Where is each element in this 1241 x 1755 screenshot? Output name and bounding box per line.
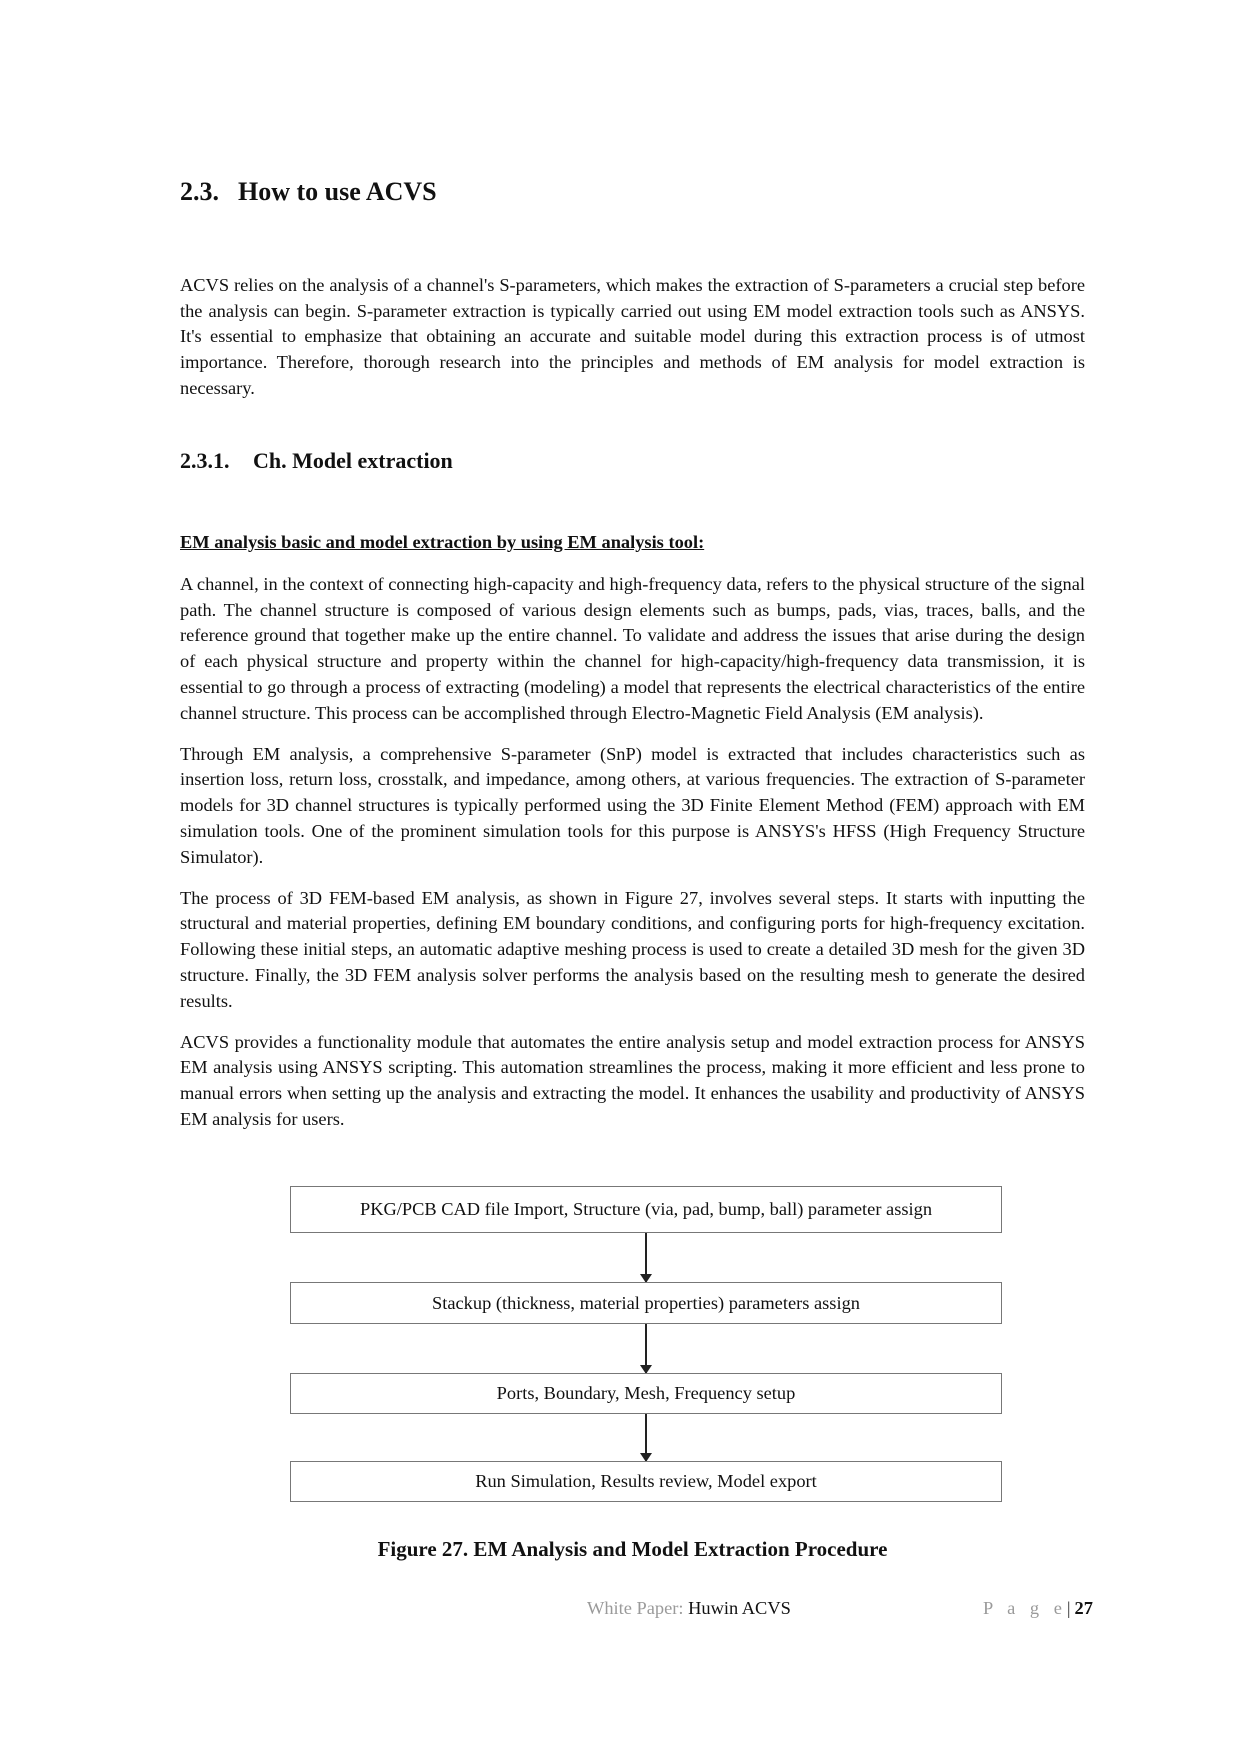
flowchart	[290, 1186, 1002, 1506]
paragraph-channel: A channel, in the context of connecting high-capacity and high-frequency data, refers to the physical structure of the signal path. The channel structure is composed of various design elements such as bumps, pads, vias, traces, balls, and the reference ground that together make up the entire channel. To validate and address the issues that arise during the design of each physical structure and property within the channel for high-capacity/high-frequency data transmission, it is essential to go through a process of extracting (modeling) a model that represents the electrical characteristics of the entire channel structure. This process can be accomplished through Electro-Magnetic Field Analysis (EM analysis).	[180, 574, 1085, 723]
paragraph-acvs-automation: ACVS provides a functionality module that automates the entire analysis setup and model extraction process for ANSYS EM analysis using ANSYS scripting. This automation streamlines the process, making it more efficient and less prone to manual errors when setting up the analysis and extracting the model. It enhances the usability and productivity of ANSYS EM analysis for users.	[180, 1031, 1085, 1129]
flow-step-label: PKG/PCB CAD file Import, Structure (via, pad, bump, ball) parameter assign	[359, 1199, 933, 1219]
section-number: 2.3.	[180, 177, 219, 206]
flow-step-setup	[290, 1373, 1002, 1414]
section-title: How to use ACVS	[238, 177, 437, 206]
flow-arrow-down-icon	[645, 1233, 647, 1282]
paragraph-fem-process: The process of 3D FEM-based EM analysis, as shown in Figure 27, involves several steps. It starts with inputting the structural and material properties, defining EM boundary conditions, and configuring ports for high-frequency excitation. Following these initial steps, an automatic adaptive meshing process is used to create a detailed 3D mesh for the given 3D structure. Finally, the 3D FEM analysis solver performs the analysis based on the resulting mesh to generate the desired results.	[180, 887, 1085, 1011]
flow-arrow-down-icon	[645, 1414, 647, 1461]
subsection-title: Ch. Model extraction	[253, 448, 453, 473]
subsection-number: 2.3.1.	[180, 448, 230, 473]
footer-page	[983, 1596, 1093, 1620]
body-paragraphs	[180, 572, 1085, 1148]
footer-page-label: P a g e	[983, 1598, 1067, 1618]
footer-label: White Paper:	[587, 1598, 684, 1618]
flow-step-label: Ports, Boundary, Mesh, Frequency setup	[496, 1383, 796, 1403]
figure-caption: Figure 27. EM Analysis and Model Extraction Procedure	[377, 1537, 888, 1561]
footer-separator: |	[1066, 1598, 1071, 1618]
flow-step-import	[290, 1186, 1002, 1233]
flow-arrow-down-icon	[645, 1324, 647, 1373]
intro-paragraph: ACVS relies on the analysis of a channel's S-parameters, which makes the extraction of S-parameters a crucial step before the analysis can begin. S-parameter extraction is typically carried out using EM model extraction tools such as ANSYS. It's essential to emphasize that obtaining an accurate and suitable model during this extraction process is of utmost importance. Therefore, thorough research into the principles and methods of EM analysis for model extraction is necessary.	[180, 275, 1085, 398]
footer-doc-name: Huwin ACVS	[688, 1598, 791, 1618]
flow-step-label: Run Simulation, Results review, Model export	[475, 1471, 817, 1491]
flow-step-stackup	[290, 1282, 1002, 1324]
subsection-heading	[180, 447, 453, 475]
section-heading	[180, 176, 437, 208]
flow-step-label: Stackup (thickness, material properties) parameters assign	[432, 1292, 860, 1313]
page-number: 27	[1074, 1598, 1093, 1618]
em-analysis-subheading: EM analysis basic and model extraction by using EM analysis tool:	[180, 532, 705, 552]
paragraph-em-analysis: Through EM analysis, a comprehensive S-parameter (SnP) model is extracted that includes characteristics such as insertion loss, return loss, crosstalk, and impedance, among others, at various frequencies. The extraction of S-parameter models for 3D channel structures is typically performed using the 3D Finite Element Method (FEM) approach with EM simulation tools. One of the prominent simulation tools for this purpose is ANSYS's HFSS (High Frequency Structure Simulator).	[180, 743, 1085, 867]
intro-block	[180, 273, 1085, 402]
flow-step-run	[290, 1461, 1002, 1502]
footer-document	[587, 1596, 791, 1620]
